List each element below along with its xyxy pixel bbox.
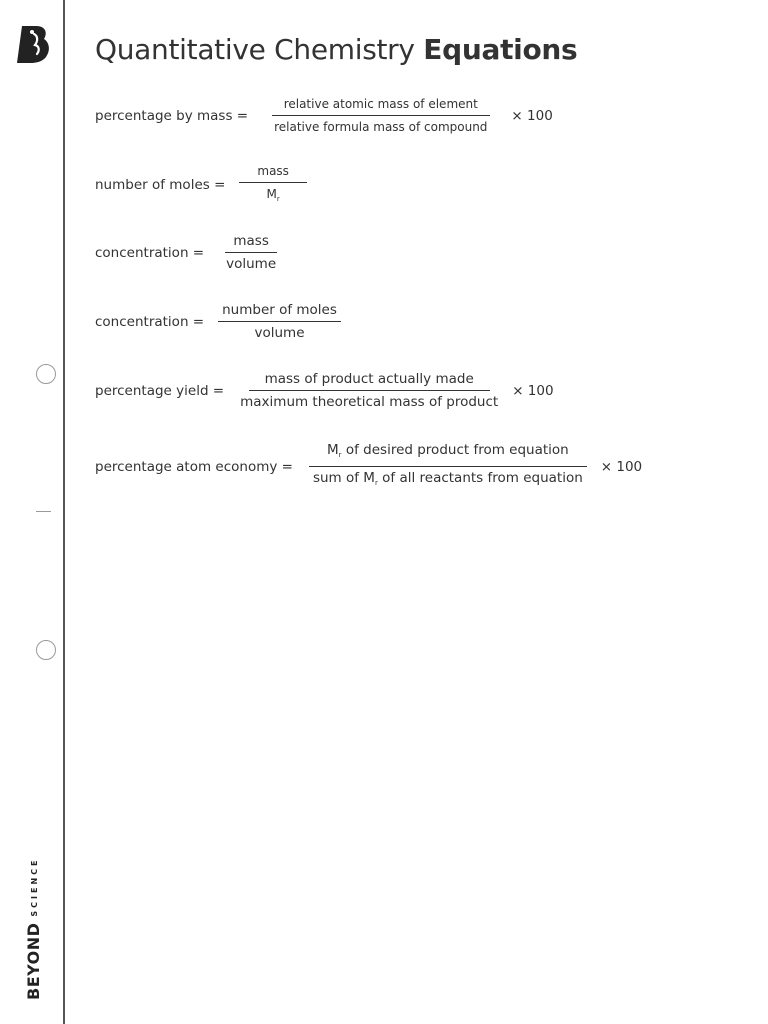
brand-main-text: BEYOND <box>24 922 43 1000</box>
equation-label: number of moles = <box>95 177 226 193</box>
denominator <box>255 183 292 207</box>
margin-line <box>63 0 65 1024</box>
denominator <box>307 467 589 491</box>
denominator-main: M <box>266 187 277 201</box>
numerator-main: M <box>327 442 339 458</box>
multiplier: × 100 <box>511 107 553 124</box>
page-title <box>95 33 577 66</box>
numerator: number of moles <box>218 302 341 322</box>
numerator-subscript: r <box>338 451 342 459</box>
equation-concentration-mass <box>95 233 284 272</box>
equation-percentage-by-mass <box>95 96 553 135</box>
multiplier: × 100 <box>512 382 554 399</box>
fraction <box>262 96 499 135</box>
numerator: relative atomic mass of element <box>272 96 490 116</box>
numerator: mass <box>225 233 277 253</box>
denominator-subscript: r <box>276 195 280 203</box>
numerator: mass <box>239 163 307 183</box>
brand-sub-text: SCIENCE <box>30 857 39 917</box>
equation-number-of-moles <box>95 163 307 207</box>
punch-hole-top <box>36 364 56 384</box>
equation-percentage-atom-economy <box>95 442 642 491</box>
numerator-rest: of desired product from equation <box>341 442 569 458</box>
denominator: maximum theoretical mass of product <box>240 394 499 410</box>
denominator: volume <box>226 256 277 272</box>
equation-label: percentage yield = <box>95 382 225 399</box>
fraction <box>239 163 307 207</box>
page-title-bold: Equations <box>423 33 578 66</box>
denominator-rest: of all reactants from equation <box>377 470 583 486</box>
numerator: mass of product actually made <box>249 371 490 391</box>
fraction <box>218 302 341 341</box>
equation-label: concentration = <box>95 313 205 330</box>
equation-concentration-moles <box>95 302 341 341</box>
punch-hole-bottom <box>36 640 56 660</box>
denominator: relative formula mass of compound <box>274 120 488 134</box>
fraction <box>238 371 500 410</box>
multiplier: × 100 <box>600 458 643 475</box>
center-mark <box>36 511 51 512</box>
page-title-regular: Quantitative Chemistry <box>95 33 415 66</box>
fraction <box>218 233 284 272</box>
brand-wordmark <box>24 857 43 1000</box>
denominator: volume <box>254 325 305 341</box>
beyond-b-logo-icon <box>16 24 50 64</box>
numerator <box>309 442 587 467</box>
denominator-subscript: r <box>374 479 378 487</box>
denominator-pre: sum of M <box>312 470 375 486</box>
fraction <box>307 442 589 491</box>
equation-label: percentage by mass = <box>95 107 249 124</box>
equation-percentage-yield <box>95 371 554 410</box>
equation-label: percentage atom economy = <box>95 458 293 475</box>
equation-label: concentration = <box>95 244 205 261</box>
